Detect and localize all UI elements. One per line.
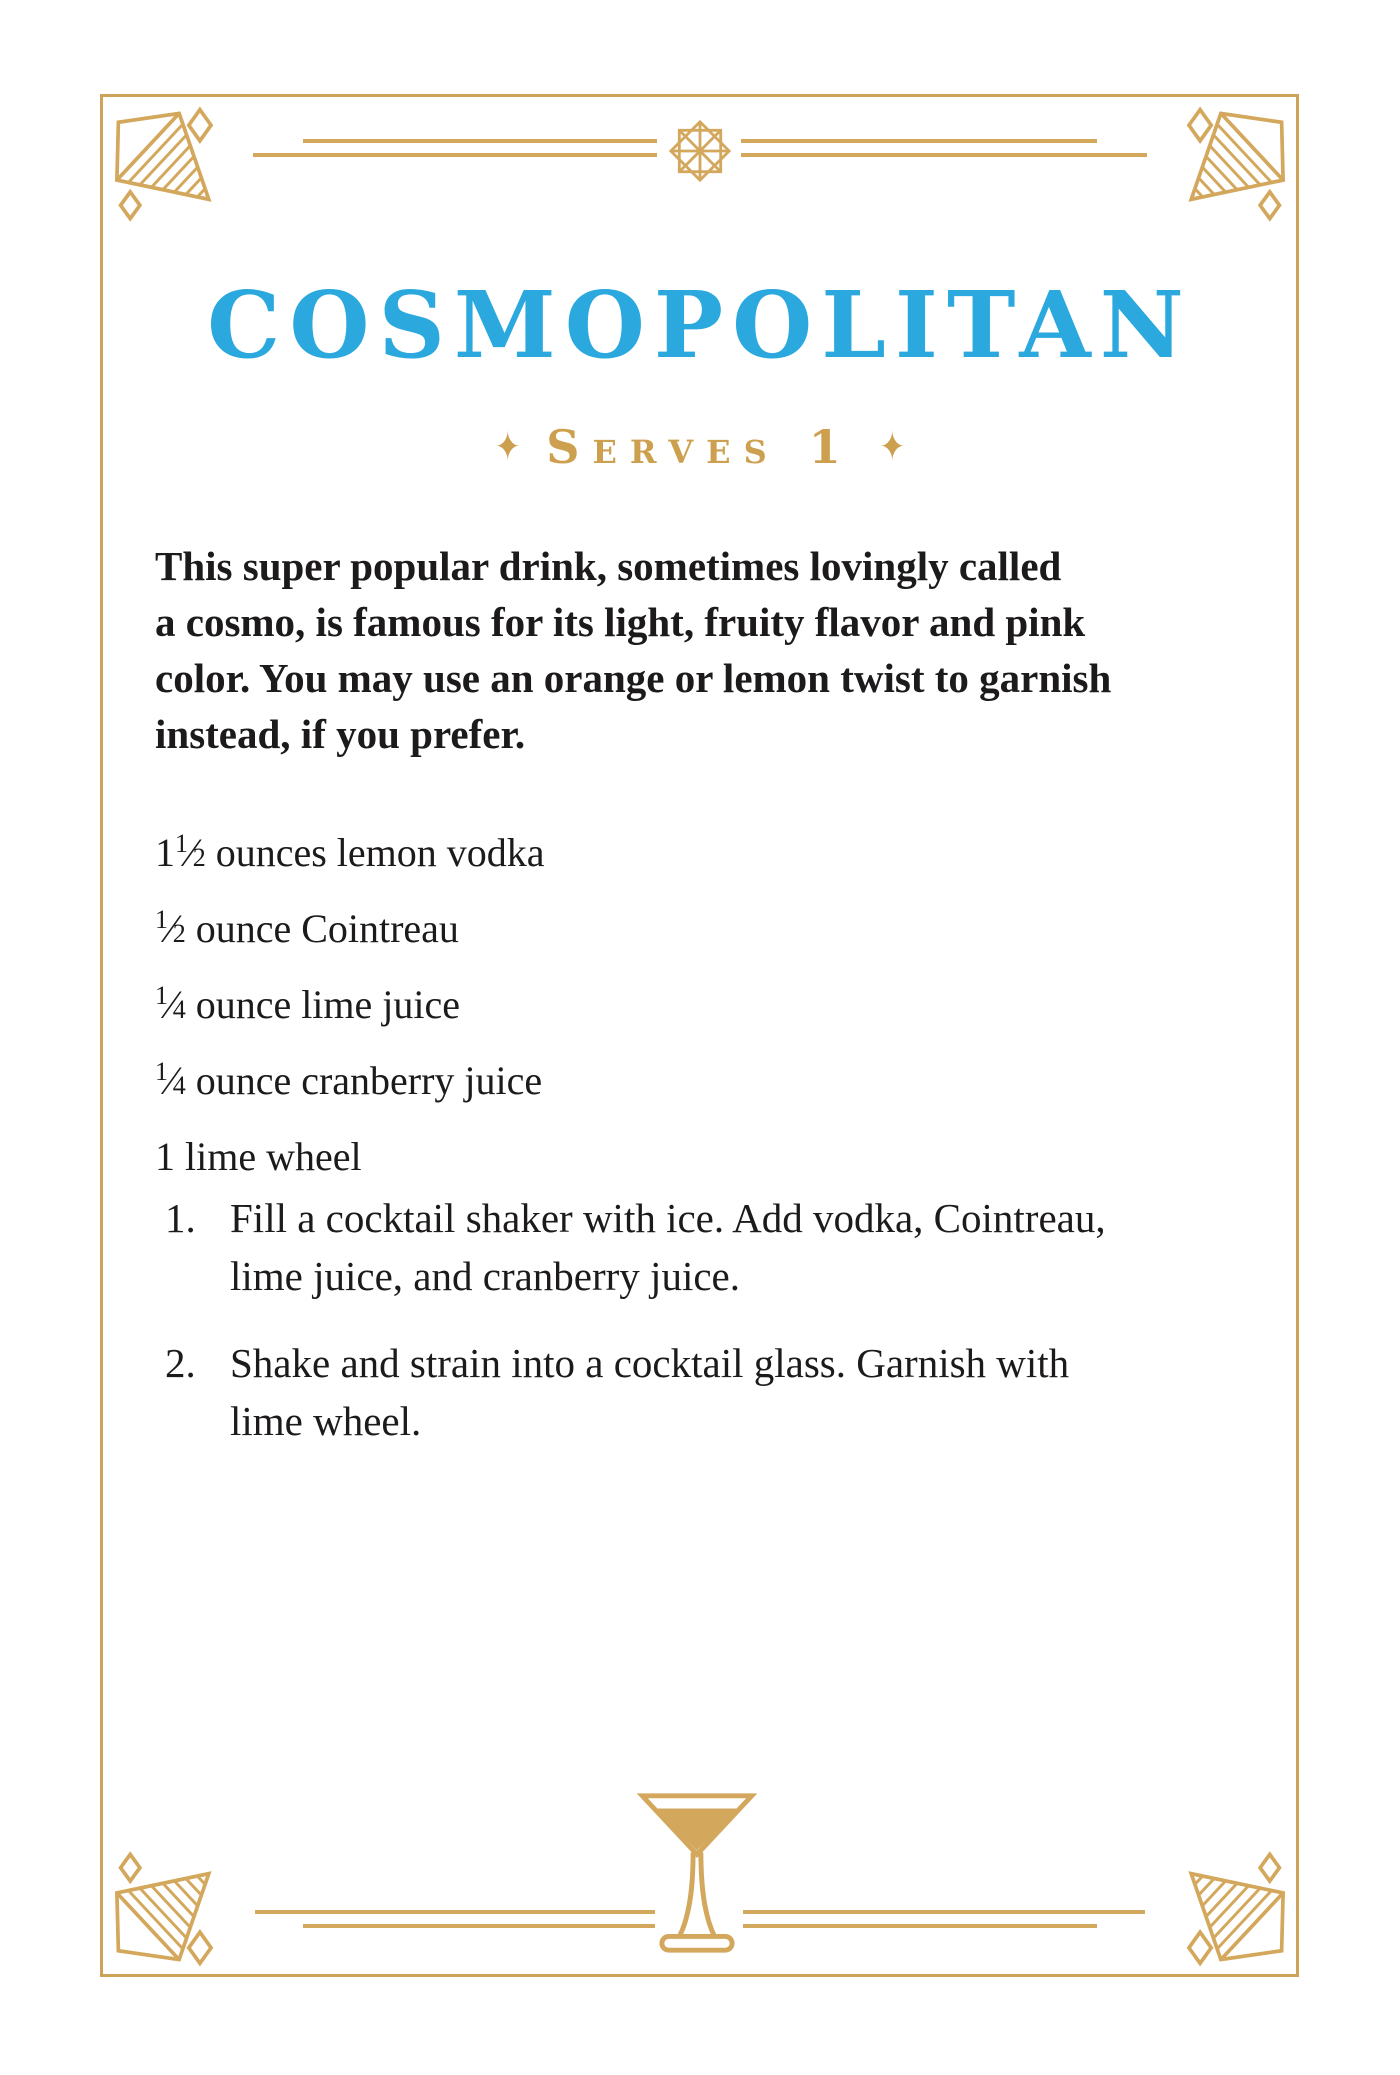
fraction-numerator: 1 <box>155 981 168 1010</box>
fraction-denominator: 2 <box>192 843 206 872</box>
step-number: 2. <box>165 1340 196 1386</box>
fraction-slash: ⁄ <box>188 830 193 875</box>
starburst-icon <box>668 119 732 183</box>
rule-line <box>743 1910 1145 1914</box>
step-number: 1. <box>165 1195 196 1241</box>
fraction-denominator: 4 <box>172 1071 186 1100</box>
ingredient-text: ounce Cointreau <box>185 906 459 951</box>
step-line: lime juice, and cranberry juice. <box>230 1253 740 1299</box>
serves-label: Serves 1 <box>546 420 854 474</box>
corner-ornament-icon <box>108 1844 234 1970</box>
ingredient-quantity: 1 <box>155 830 175 875</box>
corner-ornament-icon <box>108 103 234 229</box>
corner-ornament-icon <box>1166 1844 1292 1970</box>
four-point-star-icon: ✦ <box>879 423 905 471</box>
fraction-numerator: 1 <box>175 829 188 858</box>
step-line: lime wheel. <box>230 1398 422 1444</box>
fraction-slash: ⁄ <box>168 982 173 1027</box>
page-title: COSMOPOLITAN <box>207 271 1193 379</box>
ingredient-item <box>155 813 1305 889</box>
instruction-steps <box>165 1189 1295 1450</box>
fraction-numerator: 1 <box>155 1057 168 1086</box>
ingredient-quantity: 1 <box>155 1134 175 1179</box>
rule-line <box>253 153 657 157</box>
rule-line <box>303 139 657 143</box>
ingredient-item <box>155 1117 1305 1193</box>
rule-line <box>255 1910 655 1914</box>
step-text <box>230 1334 1069 1450</box>
rule-line <box>741 153 1147 157</box>
fraction-denominator: 2 <box>172 919 186 948</box>
serves-line <box>0 420 1400 474</box>
step-line: Fill a cocktail shaker with ice. Add vodka, Cointreau, <box>230 1195 1106 1241</box>
ingredient-text: ounce cranberry juice <box>185 1058 543 1103</box>
ingredient-text: lime wheel <box>175 1134 362 1179</box>
rule-line <box>743 1924 1097 1928</box>
step-item <box>165 1189 1295 1305</box>
ingredient-item <box>155 965 1305 1041</box>
step-text <box>230 1189 1106 1305</box>
ingredient-item <box>155 889 1305 965</box>
ingredient-text: ounces lemon vodka <box>205 830 545 875</box>
fraction-denominator: 4 <box>172 995 186 1024</box>
fraction-numerator: 1 <box>155 905 168 934</box>
fraction-slash: ⁄ <box>168 906 173 951</box>
martini-glass-icon <box>637 1790 757 1956</box>
ingredient-list <box>155 813 1305 1193</box>
intro-line: This super popular drink, sometimes lovingly called <box>155 543 1062 589</box>
rule-line <box>303 1924 655 1928</box>
step-line: Shake and strain into a cocktail glass. Garnish with <box>230 1340 1070 1386</box>
step-item <box>165 1334 1295 1450</box>
rule-line <box>741 139 1097 143</box>
intro-line: a cosmo, is famous for its light, fruity flavor and pink <box>155 599 1086 645</box>
corner-ornament-icon <box>1166 103 1292 229</box>
fraction-slash: ⁄ <box>168 1058 173 1103</box>
ingredient-item <box>155 1041 1305 1117</box>
intro-paragraph <box>155 538 1305 762</box>
four-point-star-icon: ✦ <box>495 423 521 471</box>
ingredient-text: ounce lime juice <box>185 982 461 1027</box>
intro-line: color. You may use an orange or lemon twist to garnish <box>155 655 1112 701</box>
intro-line: instead, if you prefer. <box>155 711 526 757</box>
